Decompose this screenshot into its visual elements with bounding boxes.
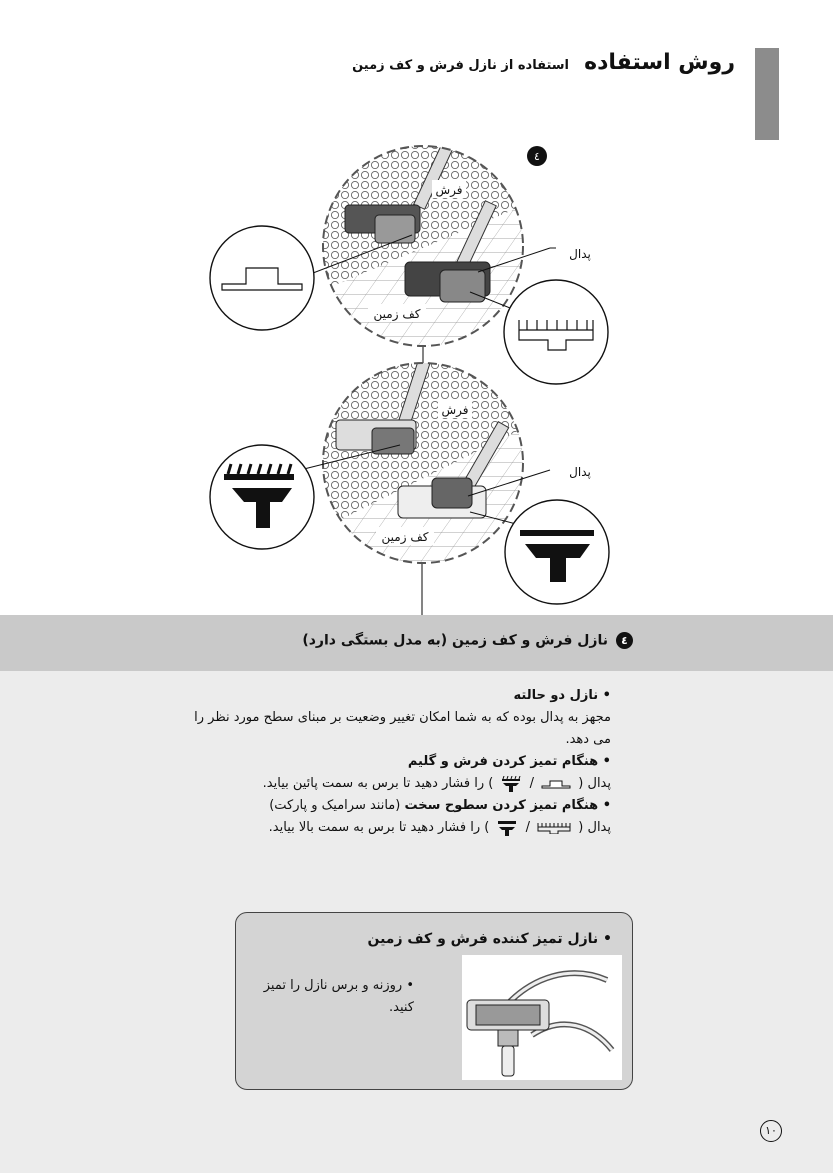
item2-suffix: ) را فشار دهید تا برس به سمت پائین بیاید. [262, 776, 494, 791]
band-heading [302, 632, 633, 649]
brush-up-icon-inline [496, 820, 518, 836]
band-title-text: نازل فرش و کف زمین (به مدل بستگی دارد) [302, 632, 608, 649]
item3-heading-bold: • هنگام تمیز کردن سطوح سخت [404, 798, 611, 813]
item3-prefix: پدال ( [578, 820, 611, 835]
carpet-label-bottom: فرش [441, 403, 469, 417]
item2-heading: • هنگام تمیز کردن فرش و گلیم [407, 754, 611, 769]
step-badge: ٤ [534, 150, 540, 163]
tip-box-text: • روزنه و برس نازل را تمیز کنید. [263, 978, 414, 1015]
item2-slash: / [529, 776, 535, 791]
pedal-label-top: پدال [569, 247, 591, 261]
pedal-label-bottom: پدال [569, 465, 591, 479]
item3-heading-rest: (مانند سرامیک و پارکت) [269, 798, 401, 813]
floor-label-top: کف زمین [373, 307, 421, 321]
floor-label-bottom: کف زمین [381, 530, 429, 544]
page-number: ١٠ [760, 1120, 782, 1142]
band-number-badge: ٤ [616, 632, 633, 649]
item1-text: مجهز به پدال بوده که به شما امکان تغییر وضعیت بر مبنای سطح مورد نظر را می دهد. [194, 710, 611, 747]
section-subtitle: استفاده از نازل فرش و کف زمین [352, 58, 570, 73]
tip-box-title: • نازل تمیز کننده فرش و کف زمین [367, 931, 612, 947]
item3-line [191, 817, 611, 839]
pedal-comb-icon-inline [537, 822, 571, 834]
brush-down-icon-inline [500, 776, 522, 792]
nozzle-cleaning-illustration [462, 955, 622, 1080]
item2-line [191, 773, 611, 795]
item3-heading [191, 795, 611, 817]
instructions-list [191, 685, 611, 839]
cleaning-tip-box [235, 912, 633, 1090]
item3-slash: / [525, 820, 531, 835]
item2-prefix: پدال ( [578, 776, 611, 791]
carpet-label-top: فرش [435, 183, 463, 197]
section-title: روش استفاده [584, 50, 735, 75]
item1-heading: • نازل دو حالته [513, 688, 611, 703]
item3-suffix: ) را فشار دهید تا برس به سمت بالا بیاید. [268, 820, 490, 835]
pedal-flat-icon-inline [541, 778, 571, 790]
